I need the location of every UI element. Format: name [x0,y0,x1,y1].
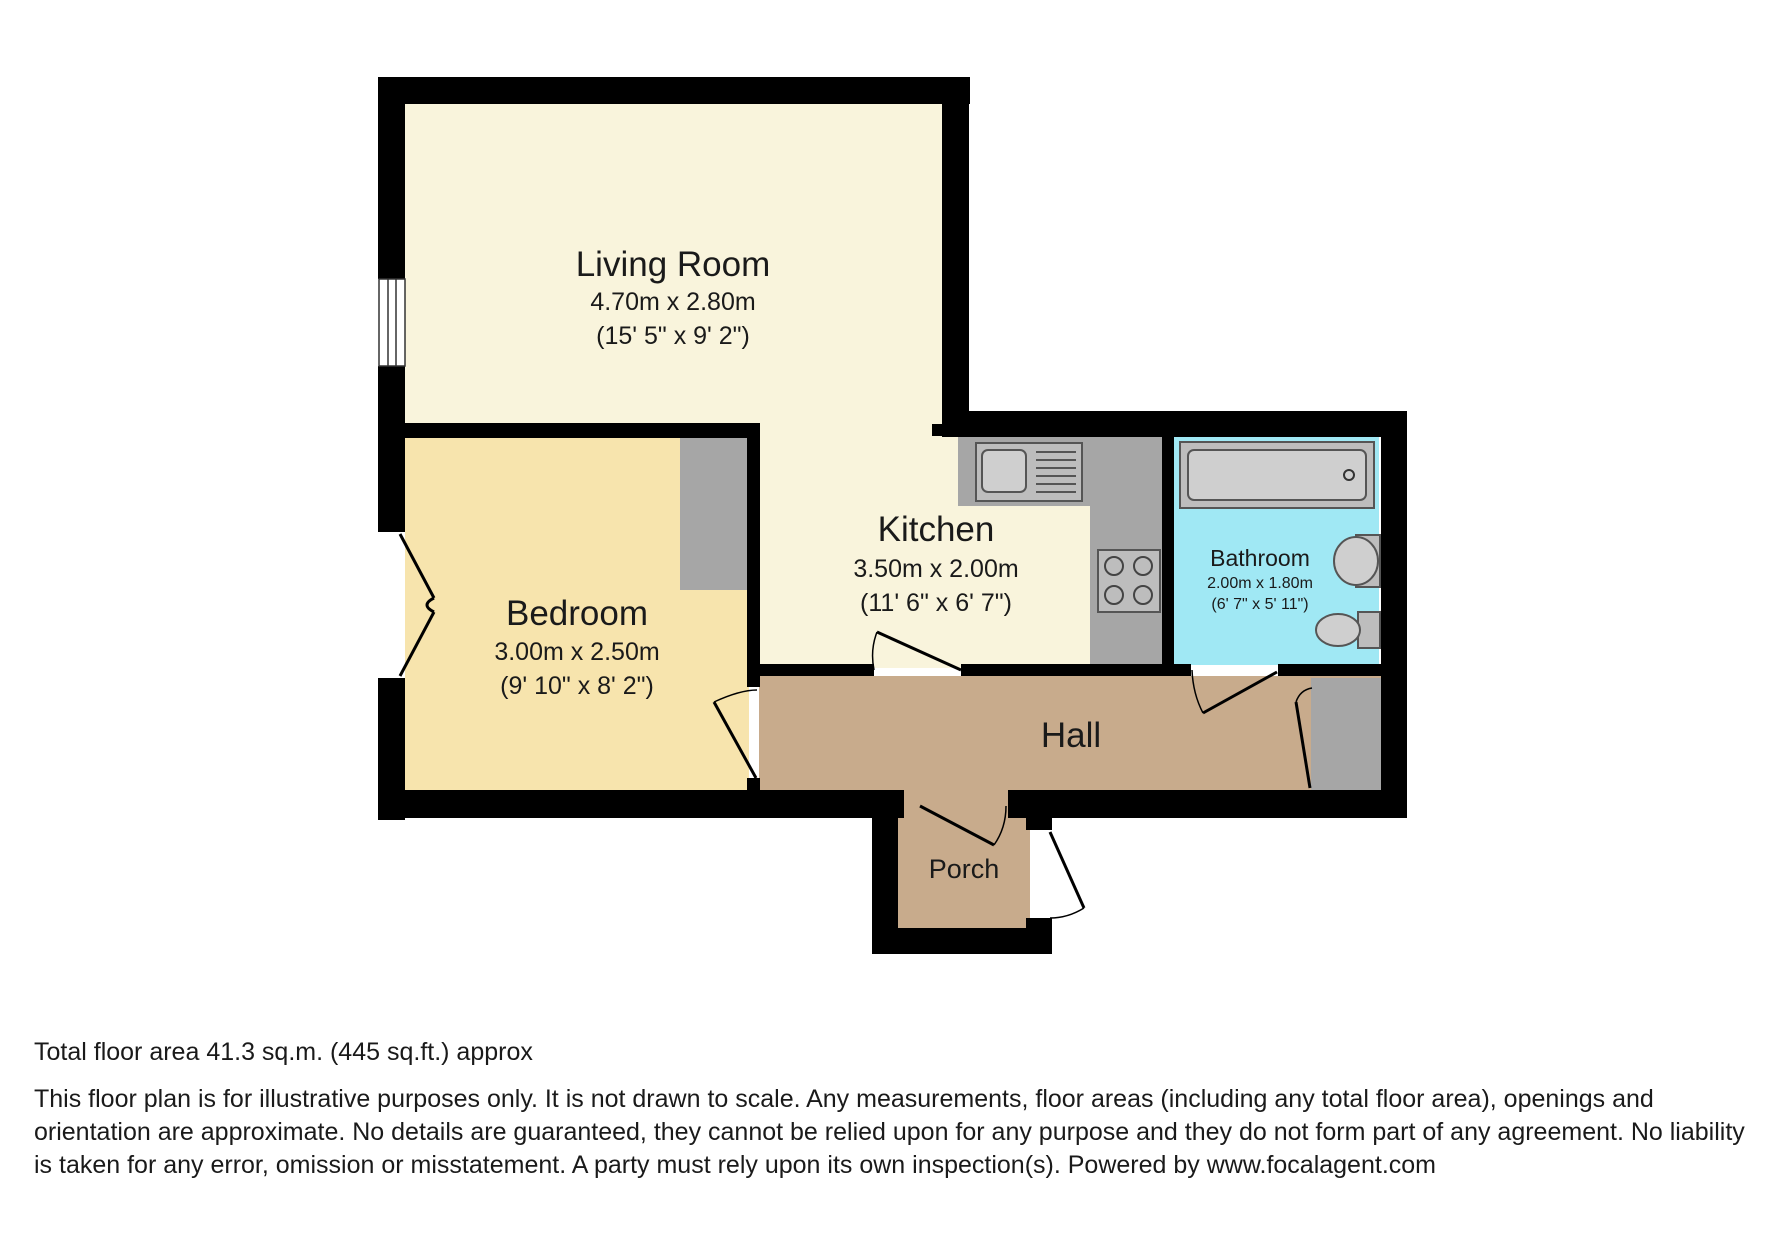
bedroom-wardrobe [680,436,749,590]
kitchen-size-ft: (11' 6" x 6' 7") [860,589,1012,617]
hall-cupboard [1311,678,1381,790]
bedroom-size-m: 3.00m x 2.50m [494,638,660,666]
basin-bowl [1334,537,1378,585]
bathroom-name: Bathroom [1210,545,1310,571]
bathroom-size-ft: (6' 7" x 5' 11") [1211,596,1309,613]
living-room-name: Living Room [575,245,771,284]
total-floor-area: Total floor area 41.3 sq.m. (445 sq.ft.) approx [34,1038,533,1066]
toilet-icon [1316,614,1360,646]
living-room-size-ft: (15' 5" x 9' 2") [596,322,750,350]
disclaimer-text: This floor plan is for illustrative purposes only. It is not drawn to scale. Any measurements, floor areas (including any total floor area), openings and orientation are approximate. No details are guaranteed, they cannot be relied upon for any purpose and they do not form part of any agreement. No liability is taken for any error, omission or misstatement. A party must rely upon its own inspection(s). Powered by www.focalagent.com [34,1085,1745,1179]
bathroom-size-m: 2.00m x 1.80m [1207,575,1313,592]
bath-basin [1188,450,1366,500]
front-door [1050,832,1084,918]
living-room-size-m: 4.70m x 2.80m [590,288,756,316]
bedroom-size-ft: (9' 10" x 8' 2") [500,672,654,700]
kitchen-name: Kitchen [877,510,995,549]
living-room-window [379,279,405,366]
kitchen-size-m: 3.50m x 2.00m [853,555,1019,583]
sink-bowl [982,450,1026,492]
hall-name: Hall [1040,716,1102,755]
toilet-cistern [1358,612,1380,648]
porch-name: Porch [928,854,1000,884]
bedroom-name: Bedroom [505,594,649,633]
